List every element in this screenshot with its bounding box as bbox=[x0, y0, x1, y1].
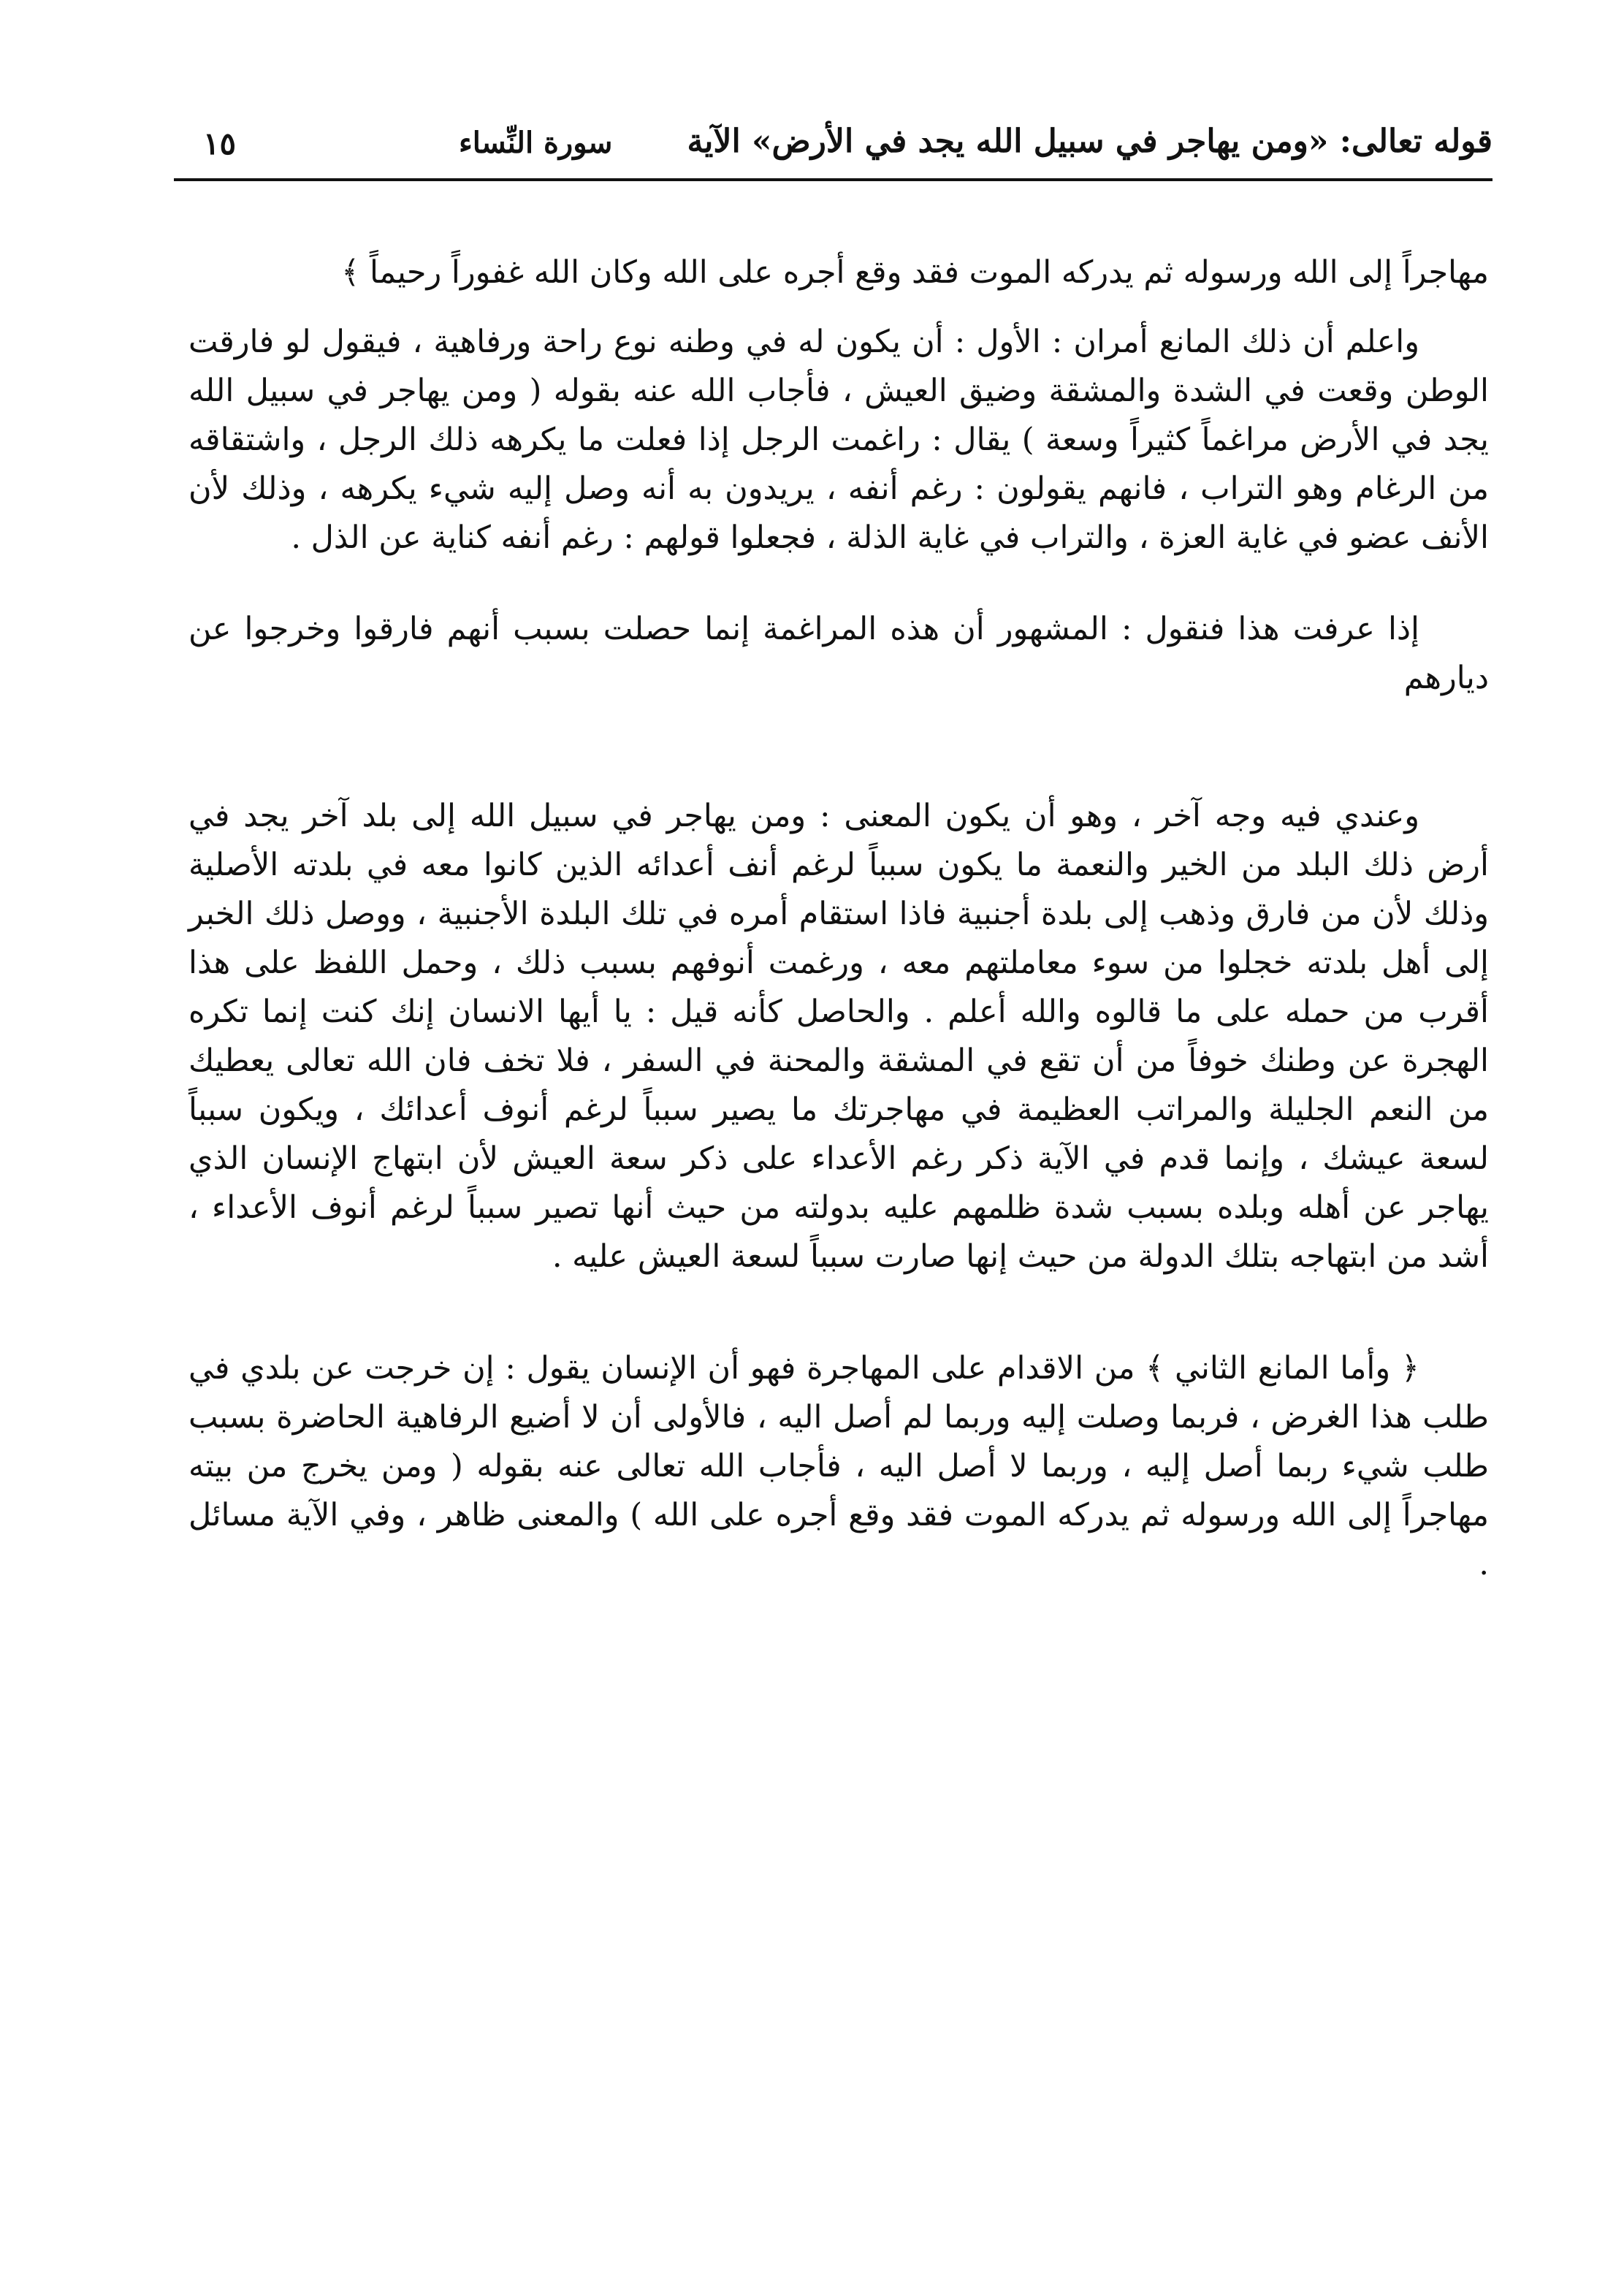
paragraph-second-obstacle: ﴿ وأما المانع الثاني ﴾ من الاقدام على المهاجرة فهو أن الإنسان يقول : إن خرجت عن بلدي في طلب هذا الغرض ، فربما وصلت إليه وربما لم أصل اليه ، فالأولى أن لا أضيع الرفاهية الحاضرة بسبب طلب شيء ربما أصل إليه ، وربما لا أصل اليه ، فأجاب الله تعالى عنه بقوله ( ومن يخرج من بيته مهاجراً إلى الله ورسوله ثم يدركه الموت فقد وقع أجره على الله ) والمعنى ظاهر ، وفي الآية مسائل . bbox=[188, 1350, 1490, 1582]
paragraph-first-obstacle: واعلم أن ذلك المانع أمران : الأول : أن يكون له في وطنه نوع راحة ورفاهية ، فيقول لو فارقت الوطن وقعت في الشدة والمشقة وضيق العيش ، فأجاب الله عنه بقوله ( ومن يهاجر في سبيل الله يجد في الأرض مراغماً كثيراً وسعة ) يقال : راغمت الرجل إذا فعلت ما يكرهه ذلك الرجل ، واشتقاقه من الرغام وهو التراب ، فانهم يقولون : رغم أنفه ، يريدون به أنه وصل إليه شيء يكرهه ، وذلك لأن الأنف عضو في غاية العزة ، والتراب في غاية الذلة ، فجعلوا قولهم : رغم أنفه كناية عن الذل . bbox=[188, 324, 1489, 556]
paragraph-another-view: وعندي فيه وجه آخر ، وهو أن يكون المعنى : ومن يهاجر في سبيل الله إلى بلد آخر يجد في أرض ذلك البلد من الخير والنعمة ما يكون سبباً لرغم أنف أعدائه الذين كانوا معه في بلدته الأصلية وذلك لأن من فارق وذهب إلى بلدة أجنبية فاذا استقام أمره في تلك البلدة الأجنبية ، ووصل ذلك الخبر إلى أهل بلدته خجلوا من سوء معاملتهم معه ، ورغمت أنوفهم بسبب ذلك ، وحمل اللفظ على هذا أقرب من حمله على ما قالوه والله أعلم . والحاصل كأنه قيل : يا أيها الانسان إنك كنت إنما تكره الهجرة عن وطنك خوفاً من أن تقع في المشقة والمحنة في السفر ، فلا تخف فان الله تعالى يعطيك من النعم الجليلة والمراتب العظيمة في مهاجرتك ما يصير سبباً لرغم أنوف أعدائك ، ويكون سبباً لسعة عيشك ، وإنما قدم في الآية ذكر رغم الأعداء على ذكر سعة العيش لأن ابتهاج الإنسان الذي يهاجر عن أهله وبلده بسبب شدة ظلمهم عليه بدولته من حيث أنها تصير سبباً لرغم أنوف الأعداء ، أشد من ابتهاجه بتلك الدولة من حيث إنها صارت سبباً لسعة العيش عليه . bbox=[188, 798, 1489, 1275]
page-number: ١٥ bbox=[203, 126, 237, 161]
header-divider bbox=[174, 178, 1493, 181]
paragraph-verse-continuation: مهاجراً إلى الله ورسوله ثم يدركه الموت فقد وقع أجره على الله وكان الله غفوراً رحيماً ﴾ bbox=[341, 254, 1489, 291]
running-header bbox=[174, 110, 1493, 175]
surah-name: سورة النِّساء bbox=[459, 126, 613, 160]
paragraph-common-view: إذا عرفت هذا فنقول : المشهور أن هذه المراغمة إنما حصلت بسبب أنهم فارقوا وخرجوا عن ديارهم bbox=[188, 611, 1489, 696]
header-title: قوله تعالى: «ومن يهاجر في سبيل الله يجد في الأرض» الآية bbox=[687, 123, 1493, 160]
body-text bbox=[188, 248, 1489, 1589]
